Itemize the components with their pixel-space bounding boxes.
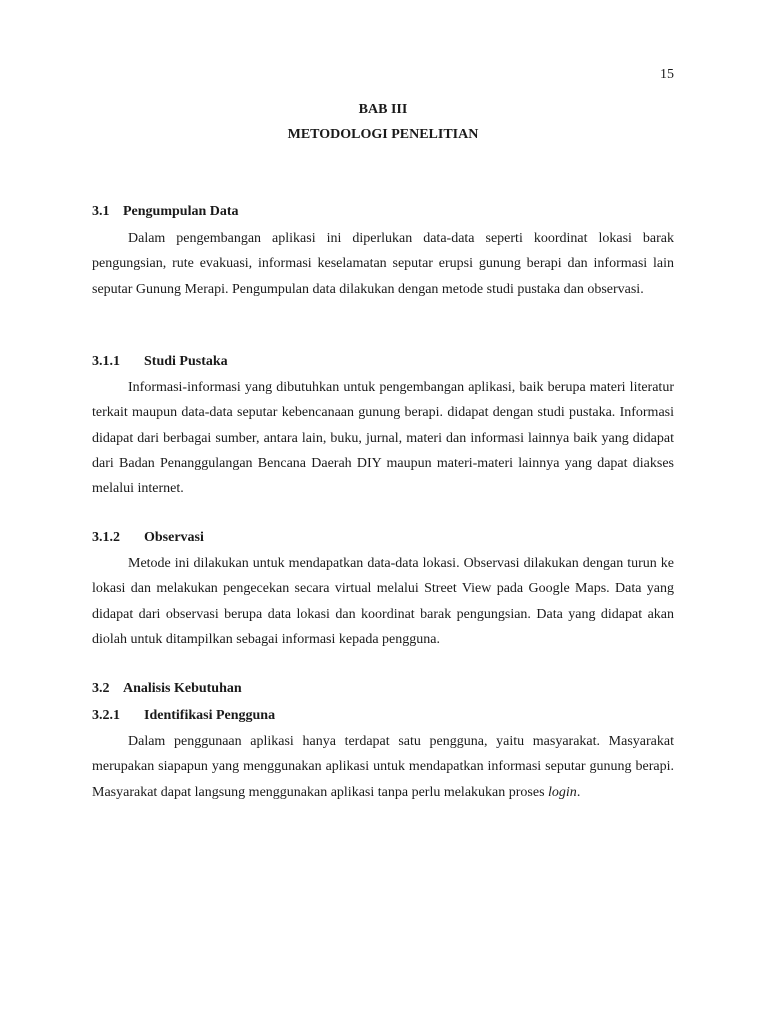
section-number: 3.2.1 (92, 708, 120, 723)
chapter-title: METODOLOGI PENELITIAN (287, 127, 479, 142)
section-heading-3-1-1 (92, 354, 228, 370)
section-title: Identifikasi Pengguna (144, 708, 276, 723)
paragraph-3-1-1: Informasi-informasi yang dibutuhkan untuk pengembangan aplikasi, baik berupa materi literatur terkait maupun data-data seputar kebencanaan gunung berapi. didapat dengan studi pustaka. Informasi didapat dari berbagai sumber, antara lain, buku, jurnal, materi dan informasi lainnya baik yang didapat dari Badan Penanggulangan Bencana Daerah DIY maupun materi-materi lainnya yang dapat diakses melalui internet. (92, 380, 674, 497)
section-heading-3-2-1 (92, 708, 275, 724)
paragraph-3-1-2: Metode ini dilakukan untuk mendapatkan data-data lokasi. Observasi dilakukan dengan turun ke lokasi dan melakukan pengecekan secara virtual melalui Street View pada Google Maps. Data yang didapat dari observasi berupa data lokasi dan koordinat barak pengungsian. Data yang didapat akan diolah untuk ditampilkan sebagai informasi kepada pengguna. (92, 556, 674, 647)
page-number: 15 (660, 67, 674, 82)
section-number: 3.1.2 (92, 530, 120, 545)
section-heading-3-1 (92, 204, 239, 220)
paragraph-end: . (576, 784, 581, 800)
section-heading-3-2 (92, 681, 242, 697)
document-page (92, 0, 674, 1024)
paragraph-3-2-1 (92, 729, 674, 805)
section-number: 3.1.1 (92, 354, 120, 369)
section-heading-3-1-2 (92, 530, 204, 546)
italic-term: login (548, 784, 577, 800)
chapter-number: BAB III (358, 102, 408, 117)
section-title: Observasi (144, 530, 204, 545)
section-number: 3.1 (92, 204, 110, 219)
section-title: Analisis Kebutuhan (123, 681, 242, 696)
paragraph-3-1: Dalam pengembangan aplikasi ini diperlukan data-data seperti koordinat lokasi barak pengungsian, rute evakuasi, informasi keselamatan seputar erupsi gunung berapi dan informasi lain seputar Gunung Merapi. Pengumpulan data dilakukan dengan metode studi pustaka dan observasi. (92, 231, 674, 297)
paragraph-text: Dalam penggunaan aplikasi hanya terdapat satu pengguna, yaitu masyarakat. Masyarakat merupakan siapapun yang menggunakan aplikasi untuk mendapatkan informasi seputar gunung berapi. Masyarakat dapat langsung menggunakan aplikasi tanpa perlu melakukan proses (92, 734, 674, 800)
section-number: 3.2 (92, 681, 110, 696)
section-title: Pengumpulan Data (123, 204, 239, 219)
section-title: Studi Pustaka (144, 354, 228, 369)
